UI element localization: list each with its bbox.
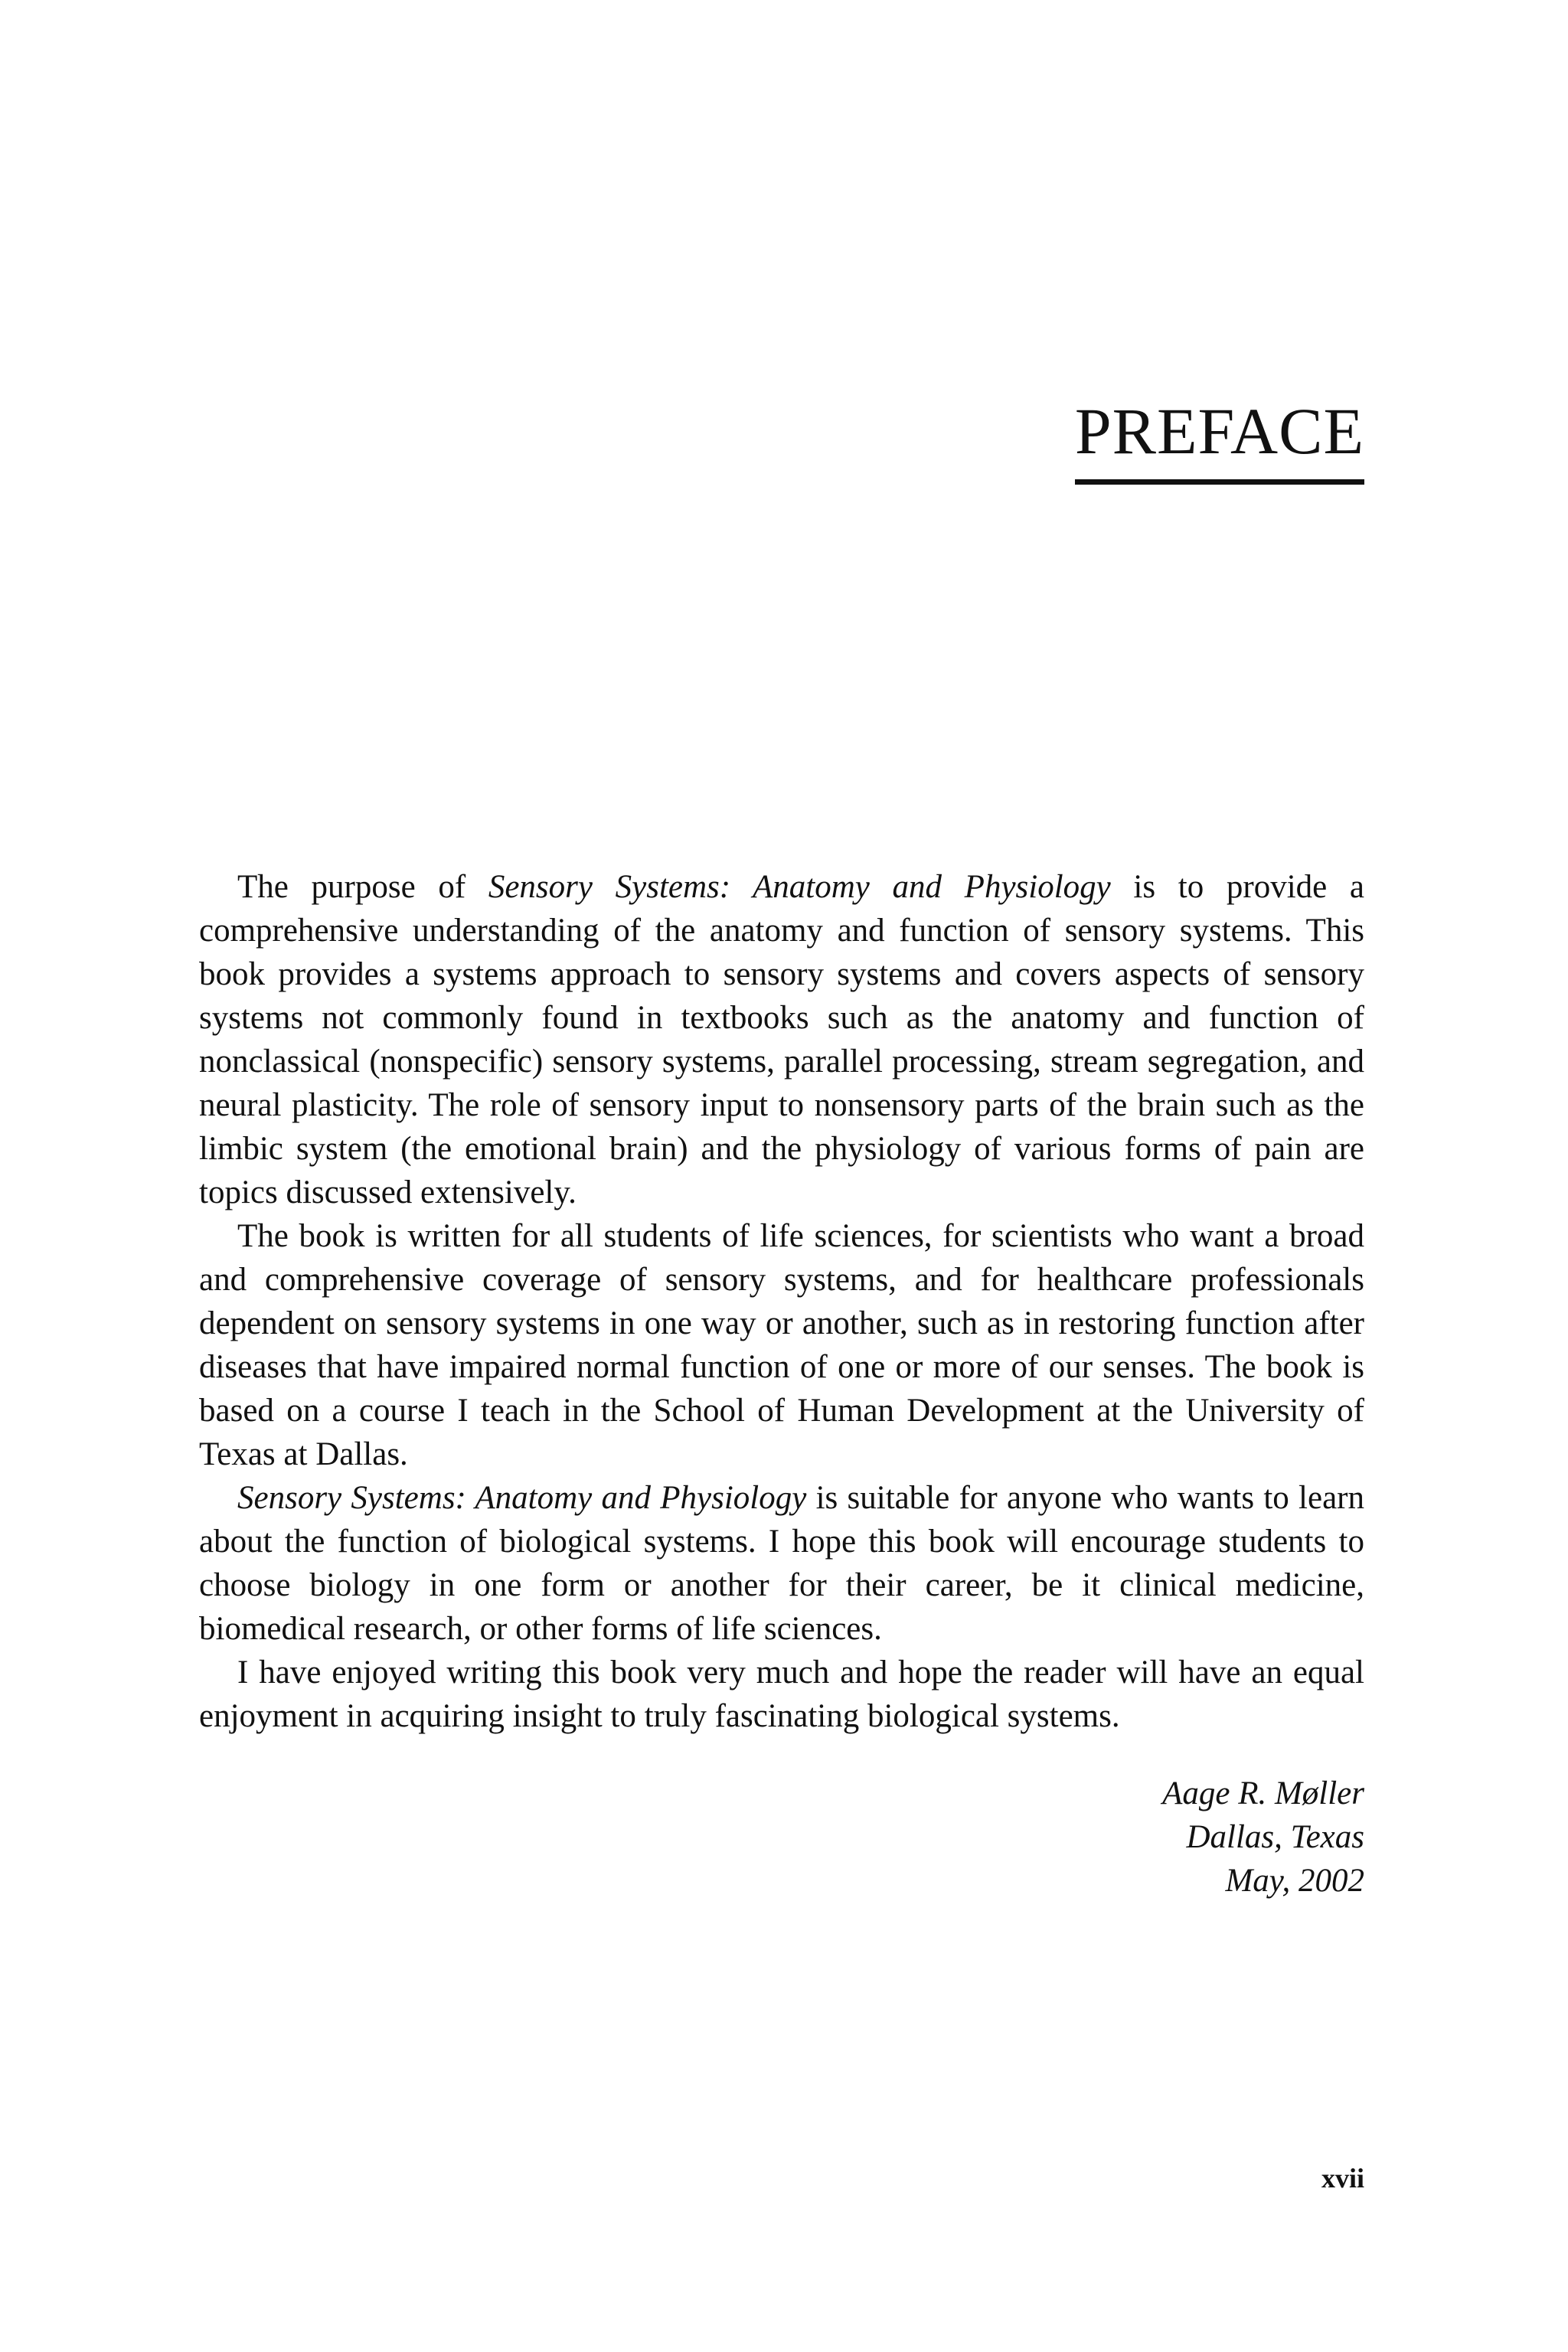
preface-body <box>199 865 1364 1738</box>
page-title: PREFACE <box>1075 398 1364 485</box>
paragraph-3-part-2: is suitable for anyone who wants to learn about the function of biological systems. I hope this book will encourage students to choose biology in one form or another for their career, be it clinical medicine, biomedical research, or other forms of life sciences. <box>199 1480 1364 1647</box>
paragraph-4-text: I have enjoyed writing this book very much and hope the reader will have an equal enjoyment in acquiring insight to truly fascinating biological systems. <box>199 1655 1364 1734</box>
page-number: xvii <box>1321 2163 1364 2194</box>
paragraph-1 <box>199 865 1364 1214</box>
book-title-italic: Sensory Systems: Anatomy and Physiology <box>488 869 1111 905</box>
book-title-italic: Sensory Systems: Anatomy and Physiology <box>237 1480 807 1516</box>
paragraph-2 <box>199 1214 1364 1476</box>
paragraph-4 <box>199 1651 1364 1738</box>
paragraph-3 <box>199 1476 1364 1651</box>
author-name: Aage R. Møller <box>1162 1775 1364 1811</box>
paragraph-1-part-1: The purpose of <box>237 869 488 905</box>
paragraph-2-text: The book is written for all students of life sciences, for scientists who want a broad and comprehensive coverage of sensory systems, and for healthcare professionals dependent on sensory systems in one way or another, such as in restoring function after diseases that have impaired normal function of one or more of our senses. The book is based on a course I teach in the School of Human Development at the University of Texas at Dallas. <box>199 1218 1364 1472</box>
title-block <box>1074 394 1364 485</box>
signature-date: May, 2002 <box>1225 1863 1364 1899</box>
signature-block <box>1162 1772 1364 1903</box>
paragraph-1-part-3: is to provide a comprehensive understanding of the anatomy and function of sensory systems. This book provides a systems approach to sensory systems and covers aspects of sensory systems not commonly found in textbooks such as the anatomy and function of nonclassical (nonspecific) sensory systems, parallel processing, stream segregation, and neural plasticity. The role of sensory input to nonsensory parts of the brain such as the limbic system (the emotional brain) and the physiology of various forms of pain are topics discussed extensively. <box>199 869 1364 1210</box>
author-place: Dallas, Texas <box>1186 1819 1364 1855</box>
